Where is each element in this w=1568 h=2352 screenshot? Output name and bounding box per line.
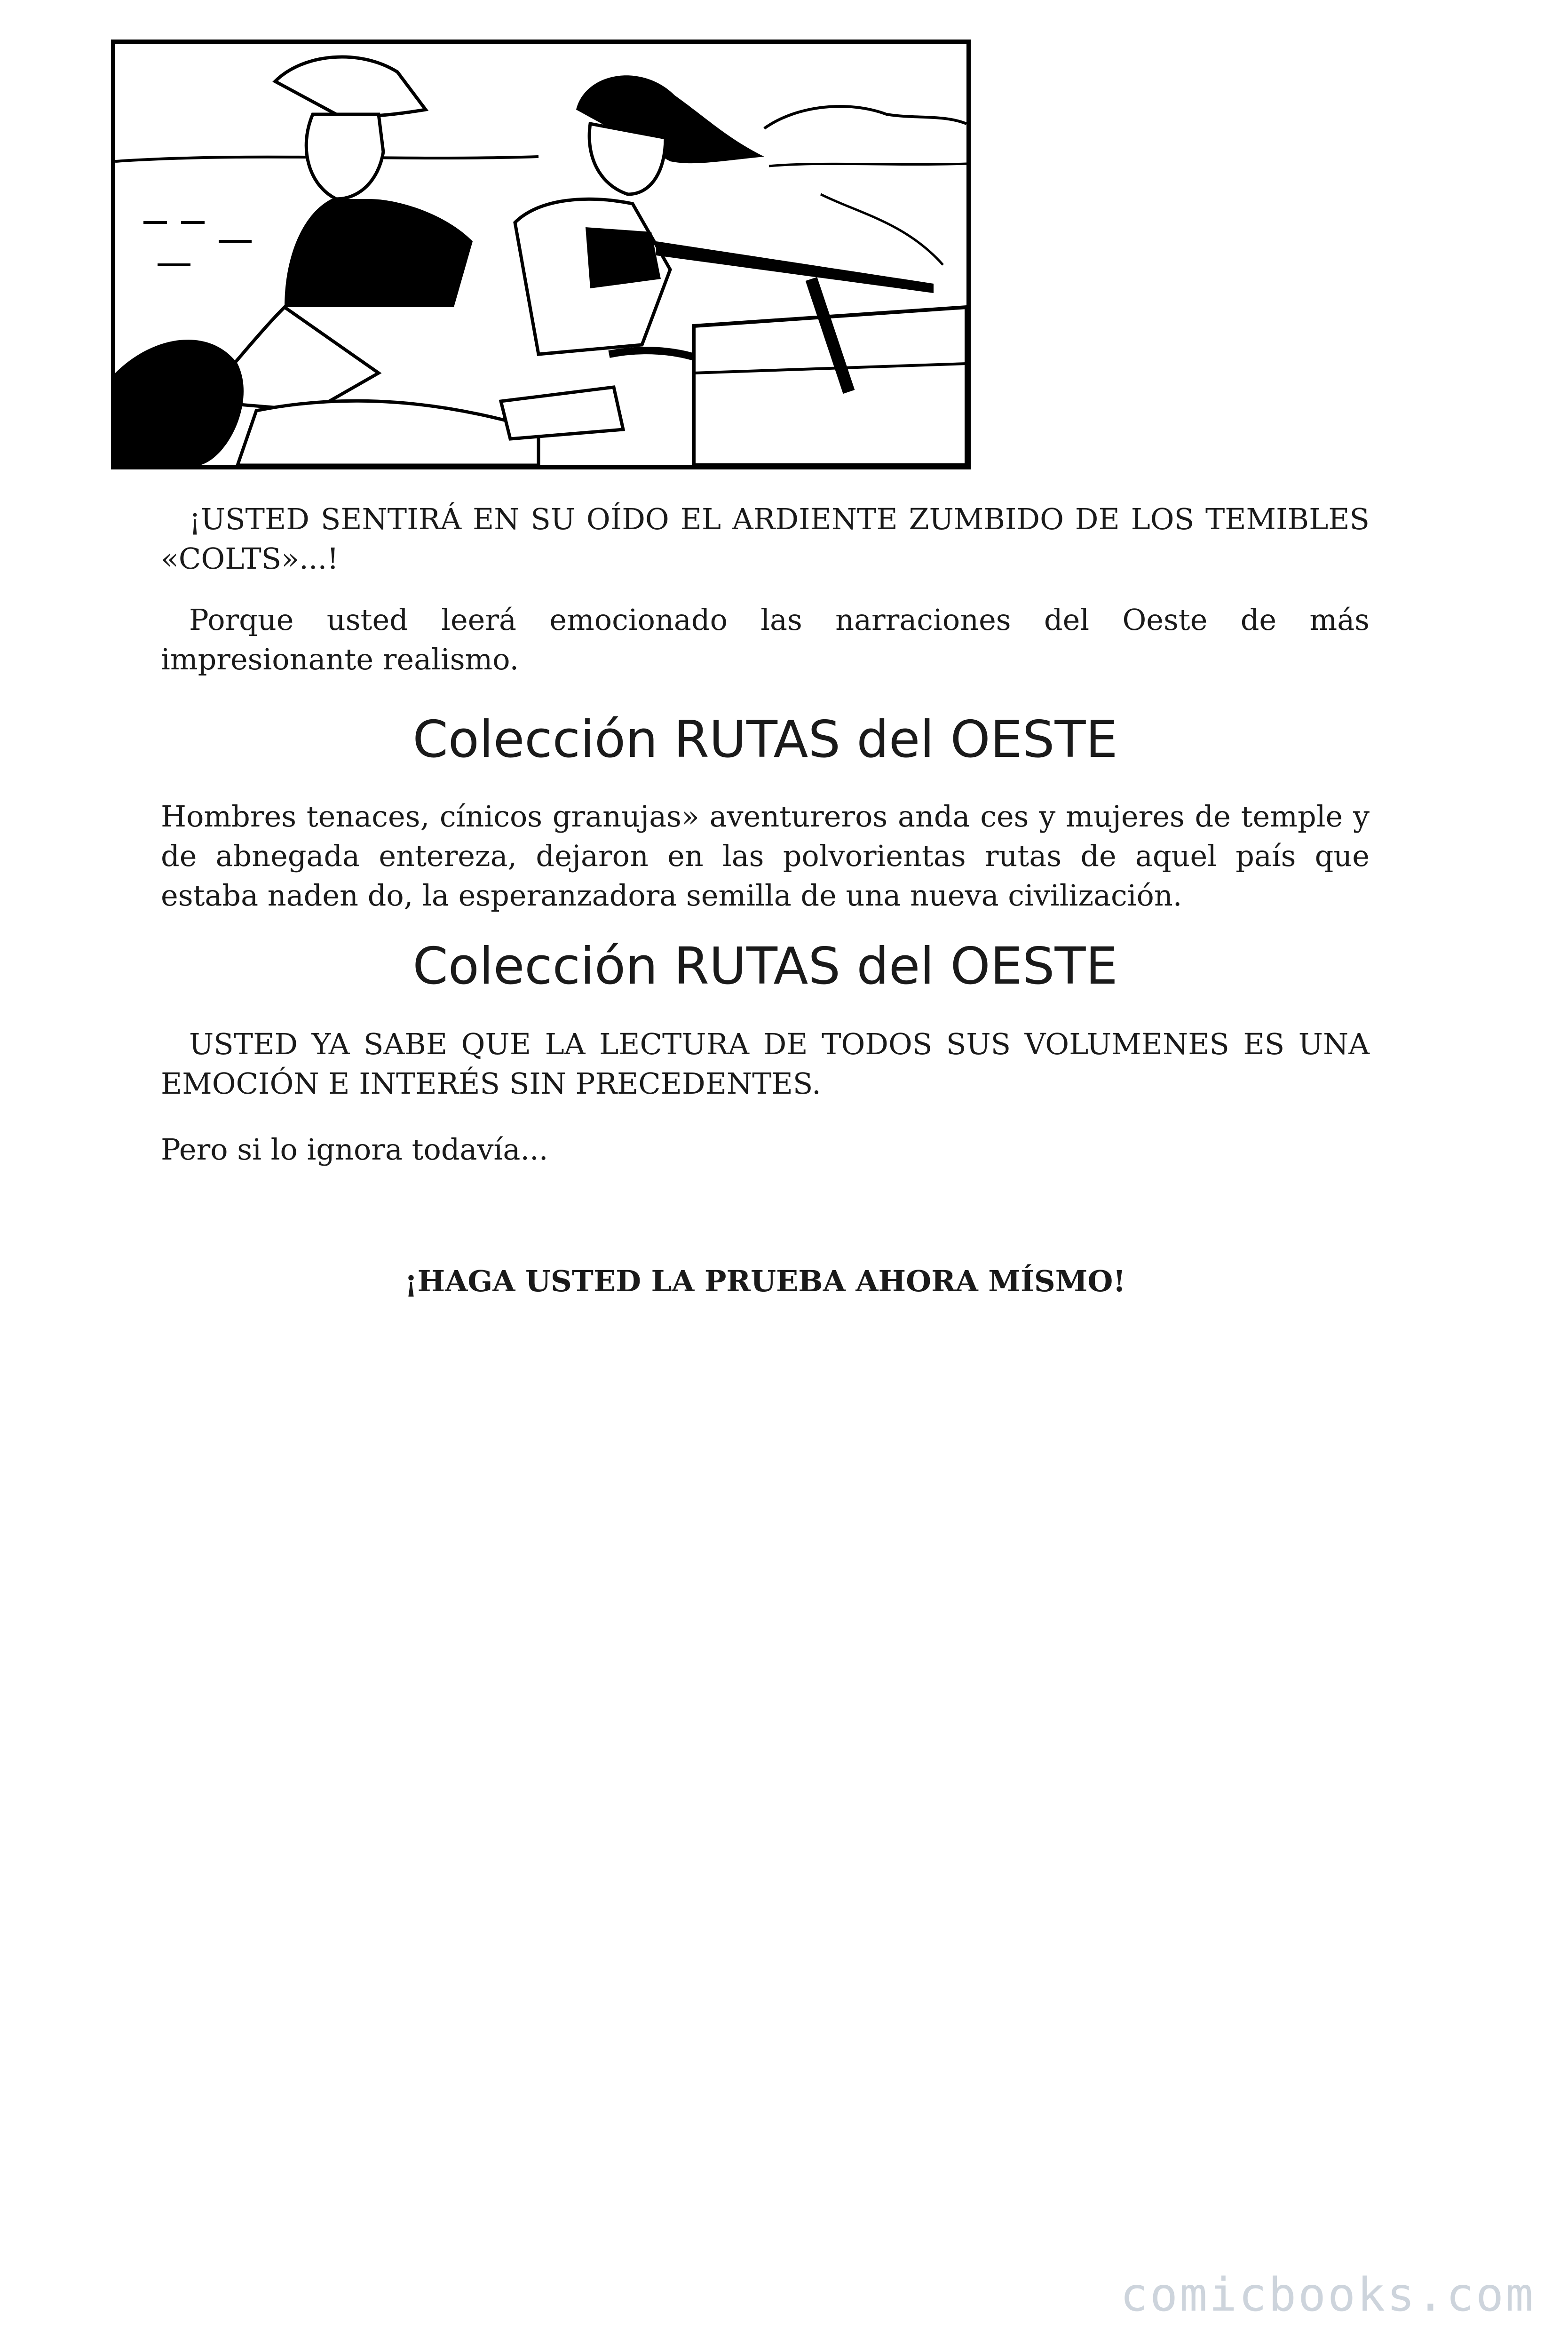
- emotion-paragraph: USTED YA SABE QUE LA LECTURA DE TODOS SUS VOLUMENES ES UNA EMOCIÓN E INTERÉS SIN PRECEDENTES.: [161, 1027, 1370, 1101]
- comic-illustration: [111, 40, 971, 469]
- collection-heading-2: Colección RUTAS del OESTE: [412, 937, 1118, 996]
- ignore-paragraph: Pero si lo ignora todavía...: [161, 1132, 548, 1167]
- call-to-action: ¡HAGA USTED LA PRUEBA AHORA MÍSMO!: [404, 1264, 1126, 1298]
- watermark-text: comicbooks.com: [1120, 2268, 1535, 2322]
- collection-heading-1: Colección RUTAS del OESTE: [412, 710, 1118, 769]
- realism-paragraph: Porque usted leerá emocionado las narraciones del Oeste de más impresionante realismo.: [161, 603, 1370, 676]
- description-paragraph: Hombres tenaces, cínicos granujas» aventureros anda ces y mujeres de temple y de abnegada entereza, dejaron en las polvorientas rutas de aquel país que estaba naden do, la esperanzadora semilla de una nueva civilización.: [161, 799, 1370, 913]
- intro-paragraph: ¡USTED SENTIRÁ EN SU OÍDO EL ARDIENTE ZUMBIDO DE LOS TEMIBLES «COLTS»...!: [161, 502, 1370, 576]
- western-riders-icon: [115, 44, 966, 465]
